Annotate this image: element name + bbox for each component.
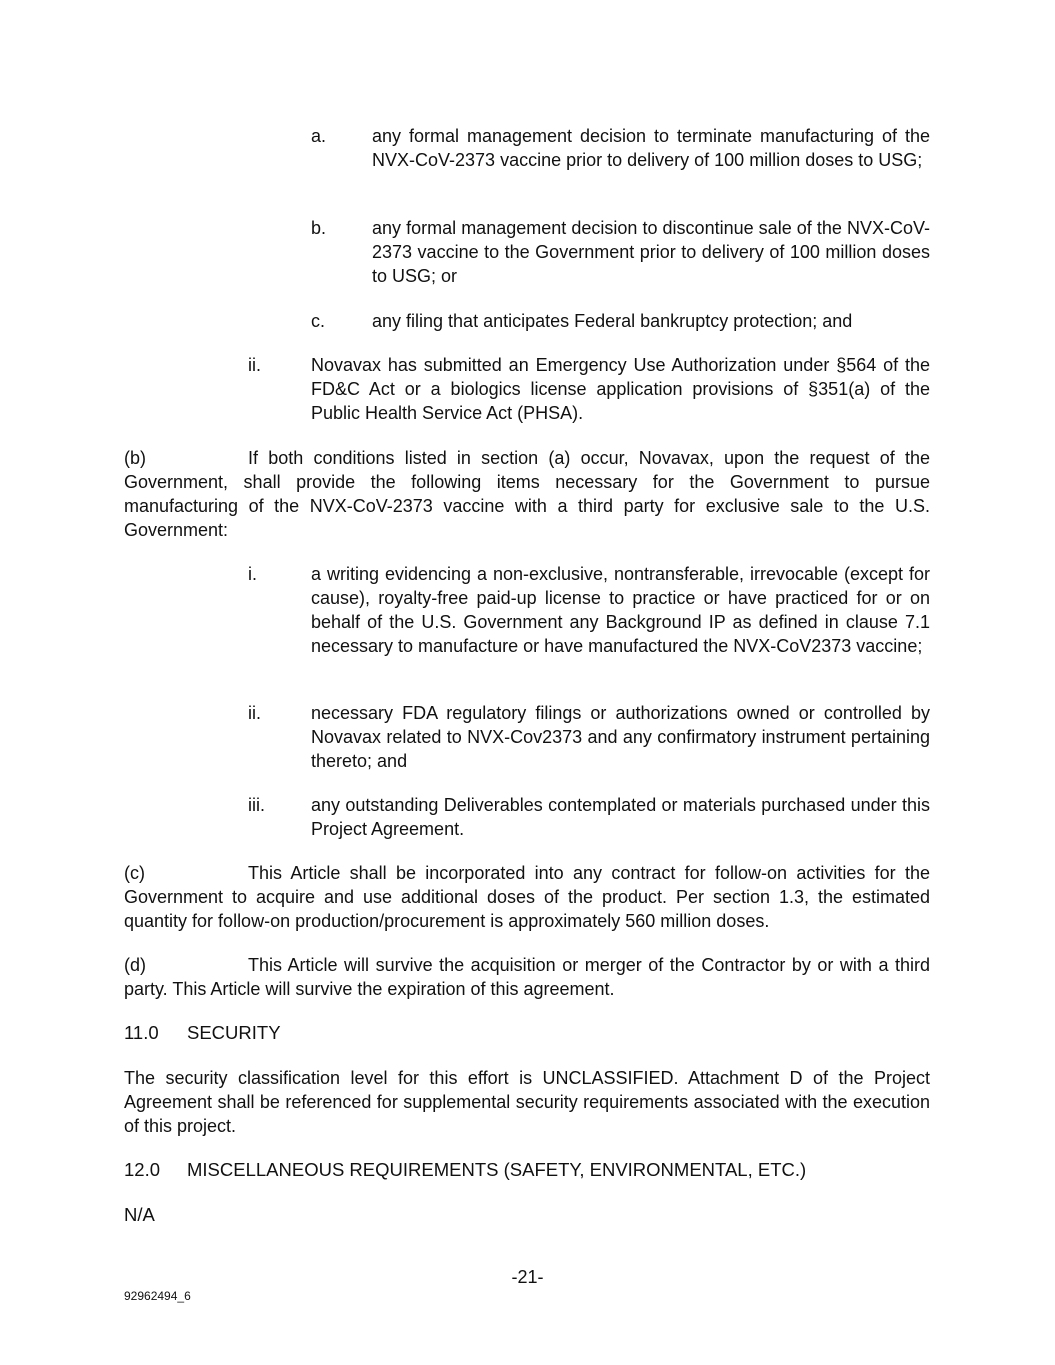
list-item-label: ii. [248,355,261,375]
list-item-text: any formal management decision to discontinue sale of the NVX-CoV-2373 vaccine to the Government prior to delivery of 100 million doses to USG; or [372,218,930,286]
paragraph-c [124,861,930,933]
list-item-label: c. [311,311,326,331]
paragraph-label: (c) [124,863,145,883]
document-id: 92962494_6 [124,1289,191,1303]
list-item-text: any outstanding Deliverables contemplated or materials purchased under this Project Agreement. [311,795,930,839]
paragraph-label: (b) [124,448,146,468]
paragraph-label: (d) [124,955,146,975]
section-body: The security classification level for this effort is UNCLASSIFIED. Attachment D of the Project Agreement shall be referenced for supplemental security requirements associated with the execution of this project. [124,1068,930,1136]
section-body: N/A [124,1204,155,1225]
list-item-label: iii. [248,795,265,815]
list-item-text: necessary FDA regulatory filings or authorizations owned or controlled by Novavax related to NVX-Cov2373 and any confirmatory instrument pertaining thereto; and [311,703,930,771]
paragraph-d [124,953,930,1001]
section-number: 12.0 [124,1159,161,1180]
list-item-label: b. [311,218,327,238]
paragraph-text: This Article will survive the acquisition or merger of the Contractor by or with a third party. This Article will survive the expiration of this agreement. [124,955,930,999]
paragraph-text: This Article shall be incorporated into any contract for follow-on activities for the Government to acquire and use additional doses of the product. Per section 1.3, the estimated quantity for follow-on production/procurement is approximately 560 million doses. [124,863,930,931]
section-number: 11.0 [124,1022,159,1043]
section-title: SECURITY [187,1022,281,1043]
page-number: -21- [511,1267,544,1287]
list-item-text: a writing evidencing a non-exclusive, nontransferable, irrevocable (except for cause), royalty-free paid-up license to practice or have practiced for or on behalf of the U.S. Government any Background IP as defined in clause 7.1 necessary to manufacture or have manufactured the NVX-CoV2373 vaccine; [311,564,930,656]
list-item-text: any filing that anticipates Federal bankruptcy protection; and [372,311,853,331]
list-item-label: i. [248,564,257,584]
section-title: MISCELLANEOUS REQUIREMENTS (SAFETY, ENVIRONMENTAL, ETC.) [187,1159,807,1180]
paragraph-b [124,446,930,542]
list-item-label: a. [311,126,327,146]
list-item-text: Novavax has submitted an Emergency Use Authorization under §564 of the FD&C Act or a biologics license application provisions of §351(a) of the Public Health Service Act (PHSA). [311,355,930,423]
list-item-text: any formal management decision to terminate manufacturing of the NVX-CoV-2373 vaccine prior to delivery of 100 million doses to USG; [372,126,930,170]
paragraph-text: If both conditions listed in section (a) occur, Novavax, upon the request of the Government, shall provide the following items necessary for the Government to pursue manufacturing of the NVX-CoV-2373 vaccine with a third party for exclusive sale to the U.S. Government: [124,448,930,540]
list-item-label: ii. [248,703,261,723]
